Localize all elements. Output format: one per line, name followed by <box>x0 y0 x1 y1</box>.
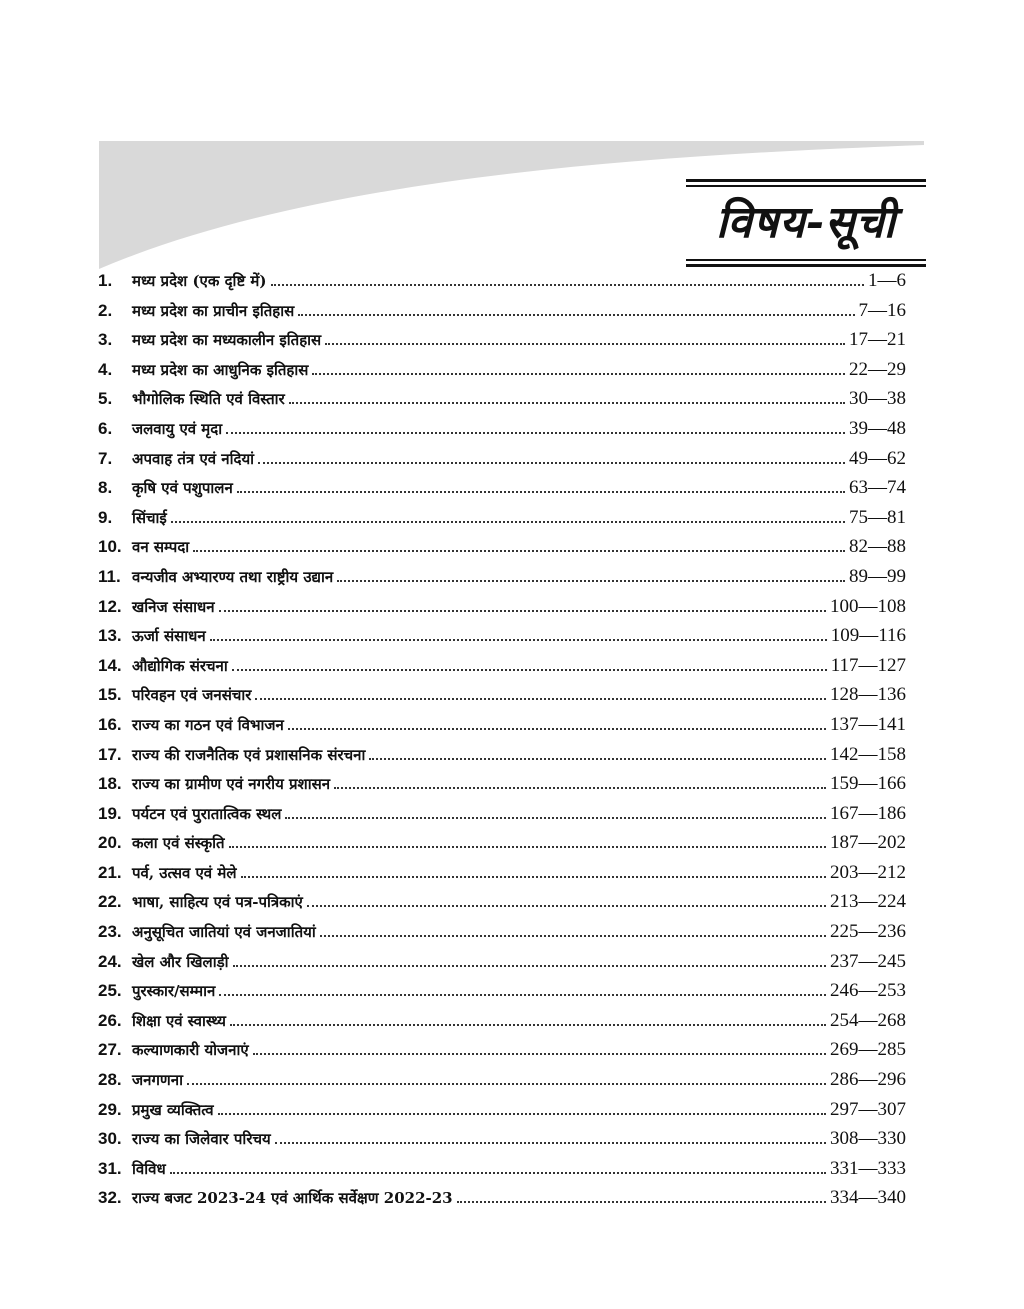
toc-entry-title: सिंचाई <box>132 508 167 527</box>
toc-entry <box>98 625 906 655</box>
toc-entry-title: राज्य का ग्रामीण एवं नगरीय प्रशासन <box>132 775 331 794</box>
toc-entry-pages: 39—48 <box>849 417 906 439</box>
toc-entry-number: 11. <box>98 566 121 586</box>
toc-entry-title: ऊर्जा संसाधन <box>132 627 206 646</box>
toc-entry-number: 15. <box>98 685 122 705</box>
dot-leader <box>275 1141 826 1144</box>
dot-leader <box>229 845 826 848</box>
dot-leader <box>226 431 845 434</box>
toc-entry-number: 10. <box>98 537 122 557</box>
toc-entry <box>98 655 906 685</box>
toc-entry-number: 12. <box>98 596 122 616</box>
toc-entry-pages: 237—245 <box>830 950 906 972</box>
dot-leader <box>271 283 865 286</box>
toc-entry <box>98 1069 906 1099</box>
toc-entry <box>98 684 906 714</box>
toc-entry-pages: 159—166 <box>830 773 906 795</box>
toc-entry-title: भाषा, साहित्य एवं पत्र-पत्रिकाएं <box>132 893 303 912</box>
toc-entry-number: 31. <box>98 1158 122 1178</box>
toc-entry <box>98 1039 906 1069</box>
toc-entry-number: 24. <box>98 951 122 971</box>
toc-entry-pages: 63—74 <box>849 477 906 499</box>
toc-entry-pages: 213—224 <box>830 891 906 913</box>
toc-entry <box>98 714 906 744</box>
toc-entry-pages: 49—62 <box>849 447 906 469</box>
toc-entry-number: 22. <box>98 892 122 912</box>
toc-entry-pages: 137—141 <box>830 713 906 735</box>
toc-entry <box>98 832 906 862</box>
toc-entry <box>98 803 906 833</box>
toc-entry-pages: 308—330 <box>830 1128 906 1150</box>
toc-entry-title: पुरस्कार/सम्मान <box>132 982 216 1001</box>
dot-leader <box>289 401 845 404</box>
toc-entry-pages: 82—88 <box>849 536 906 558</box>
toc-entry-title: मध्य प्रदेश (एक दृष्टि में) <box>132 272 267 290</box>
toc-entry-pages: 22—29 <box>849 358 906 380</box>
toc-entry <box>98 566 906 596</box>
toc-entry-number: 25. <box>98 981 122 1001</box>
dot-leader <box>325 342 845 345</box>
toc-entry-pages: 297—307 <box>830 1098 906 1120</box>
toc-entry <box>98 1128 906 1158</box>
toc-entry-title: अपवाह तंत्र एवं नदियां <box>132 449 255 468</box>
dot-leader <box>312 372 845 375</box>
toc-entry <box>98 507 906 537</box>
toc-entry-number: 32. <box>98 1188 122 1208</box>
dot-leader <box>307 904 826 907</box>
toc-entry-pages: 286—296 <box>830 1069 906 1091</box>
dot-leader <box>285 816 826 819</box>
toc-entry-pages: 30—38 <box>849 388 906 410</box>
dot-leader <box>320 934 826 937</box>
toc-entry-pages: 109—116 <box>830 625 906 647</box>
toc-entry-pages: 100—108 <box>830 595 906 617</box>
dot-leader <box>334 786 826 789</box>
toc-entry-title: जलवायु एवं मृदा <box>132 419 223 438</box>
toc-entry <box>98 1158 906 1188</box>
title-bottom-rule <box>686 264 926 267</box>
toc-entry-number: 29. <box>98 1099 122 1119</box>
dot-leader <box>219 993 826 996</box>
dot-leader <box>298 313 854 316</box>
toc-entry <box>98 270 906 300</box>
toc-entry <box>98 1187 906 1217</box>
toc-entry-number: 13. <box>98 626 122 646</box>
dot-leader <box>258 461 845 464</box>
toc-entry-pages: 75—81 <box>849 506 906 528</box>
toc-entry-number: 19. <box>98 803 122 823</box>
title-block <box>686 176 926 270</box>
toc-entry-title: पर्यटन एवं पुरातात्विक स्थल <box>132 804 282 823</box>
dot-leader <box>187 1082 826 1085</box>
toc-entry <box>98 359 906 389</box>
toc-entry-number: 30. <box>98 1129 122 1149</box>
toc-entry-title: खनिज संसाधन <box>132 597 215 616</box>
toc-entry-title: परिवहन एवं जनसंचार <box>132 686 252 705</box>
toc-entry-number: 2. <box>98 300 113 320</box>
toc-entry-title: वन्यजीव अभ्यारण्य तथा राष्ट्रीय उद्यान <box>132 567 334 586</box>
toc-entry-title: मध्य प्रदेश का प्राचीन इतिहास <box>132 301 295 320</box>
toc-entry-number: 21. <box>98 862 122 882</box>
toc-entry-pages: 334—340 <box>830 1187 906 1209</box>
toc-entry-number: 1. <box>98 271 113 290</box>
toc-entry-number: 23. <box>98 922 122 942</box>
toc-entry-pages: 331—333 <box>830 1157 906 1179</box>
toc-entry-number: 27. <box>98 1040 122 1060</box>
dot-leader <box>170 1171 826 1174</box>
dot-leader <box>218 1112 826 1115</box>
toc-entry-title: राज्य का गठन एवं विभाजन <box>132 715 284 734</box>
dot-leader <box>253 1052 826 1055</box>
toc-entry-title: जनगणना <box>132 1071 183 1090</box>
toc-entry <box>98 418 906 448</box>
toc-entry <box>98 773 906 803</box>
dot-leader <box>241 875 826 878</box>
title-top-rule-thin <box>686 185 926 187</box>
toc-entry-title: औद्योगिक संरचना <box>132 656 228 675</box>
toc-entry-title: खेल और खिलाड़ी <box>132 952 229 971</box>
dot-leader <box>230 1023 826 1026</box>
toc-entry-number: 9. <box>98 507 113 527</box>
toc-entry-number: 18. <box>98 774 122 794</box>
table-of-contents <box>98 270 906 1217</box>
toc-entry-pages: 269—285 <box>830 1039 906 1061</box>
dot-leader <box>457 1200 826 1203</box>
dot-leader <box>288 727 826 730</box>
toc-entry <box>98 1099 906 1129</box>
toc-entry-pages: 128—136 <box>830 684 906 706</box>
page-title: विषय-सूची <box>715 197 897 248</box>
toc-entry-number: 17. <box>98 744 122 764</box>
toc-entry-number: 26. <box>98 1010 122 1030</box>
toc-entry <box>98 448 906 478</box>
toc-entry-title: राज्य बजट 2023-24 एवं आर्थिक सर्वेक्षण 2022-23 <box>132 1189 453 1208</box>
toc-entry-pages: 203—212 <box>830 861 906 883</box>
toc-entry-title: कृषि एवं पशुपालन <box>132 479 233 498</box>
toc-entry <box>98 744 906 774</box>
toc-entry-pages: 187—202 <box>830 832 906 854</box>
toc-entry-number: 4. <box>98 359 113 379</box>
toc-entry <box>98 536 906 566</box>
toc-entry-title: मध्य प्रदेश का मध्यकालीन इतिहास <box>132 331 322 350</box>
toc-entry-title: पर्व, उत्सव एवं मेले <box>132 863 237 882</box>
dot-leader <box>210 638 827 641</box>
toc-entry-title: विविध <box>132 1159 166 1178</box>
toc-entry <box>98 477 906 507</box>
toc-entry-pages: 167—186 <box>830 802 906 824</box>
dot-leader <box>171 520 845 523</box>
toc-entry-title: मध्य प्रदेश का आधुनिक इतिहास <box>132 360 309 379</box>
toc-entry-title: कल्याणकारी योजनाएं <box>132 1041 249 1060</box>
toc-entry <box>98 891 906 921</box>
toc-entry <box>98 388 906 418</box>
toc-entry <box>98 1010 906 1040</box>
toc-entry-pages: 246—253 <box>830 980 906 1002</box>
dot-leader <box>233 964 827 967</box>
toc-entry-number: 20. <box>98 833 122 853</box>
toc-entry-pages: 142—158 <box>830 743 906 765</box>
dot-leader <box>237 490 845 493</box>
toc-entry-pages: 254—268 <box>830 1009 906 1031</box>
toc-entry <box>98 596 906 626</box>
dot-leader <box>337 579 845 582</box>
toc-entry-pages: 225—236 <box>830 921 906 943</box>
title-bottom-rule-thin <box>686 259 926 261</box>
toc-entry-number: 8. <box>98 478 113 498</box>
toc-entry-pages: 7—16 <box>858 299 906 321</box>
toc-entry-number: 28. <box>98 1070 122 1090</box>
toc-entry-title: प्रमुख व्यक्तित्व <box>132 1100 214 1119</box>
toc-entry-title: भौगोलिक स्थिति एवं विस्तार <box>132 390 285 409</box>
toc-entry <box>98 300 906 330</box>
toc-entry-pages: 1—6 <box>868 270 906 291</box>
toc-entry <box>98 951 906 981</box>
toc-entry-title: अनुसूचित जातियां एवं जनजातियां <box>132 923 316 942</box>
toc-entry-number: 7. <box>98 448 113 468</box>
toc-entry-pages: 89—99 <box>849 565 906 587</box>
toc-entry <box>98 862 906 892</box>
toc-entry-number: 6. <box>98 418 113 438</box>
dot-leader <box>255 697 826 700</box>
toc-entry-number: 14. <box>98 655 122 675</box>
dot-leader <box>193 549 845 552</box>
toc-entry-title: वन सम्पदा <box>132 538 190 557</box>
toc-entry-pages: 117—127 <box>830 654 906 676</box>
dot-leader <box>369 757 826 760</box>
toc-entry-number: 5. <box>98 389 113 409</box>
toc-entry-number: 3. <box>98 330 113 350</box>
dot-leader <box>232 668 827 671</box>
toc-entry-title: राज्य की राजनैतिक एवं प्रशासनिक संरचना <box>132 745 366 764</box>
toc-entry-title: कला एवं संस्कृति <box>132 834 225 853</box>
title-top-rule <box>686 179 926 182</box>
toc-entry <box>98 921 906 951</box>
dot-leader <box>219 609 826 612</box>
toc-entry-pages: 17—21 <box>849 329 906 351</box>
toc-entry-number: 16. <box>98 714 122 734</box>
toc-entry <box>98 980 906 1010</box>
toc-entry-title: राज्य का जिलेवार परिचय <box>132 1130 271 1149</box>
toc-entry <box>98 329 906 359</box>
toc-entry-title: शिक्षा एवं स्वास्थ्य <box>132 1011 226 1030</box>
